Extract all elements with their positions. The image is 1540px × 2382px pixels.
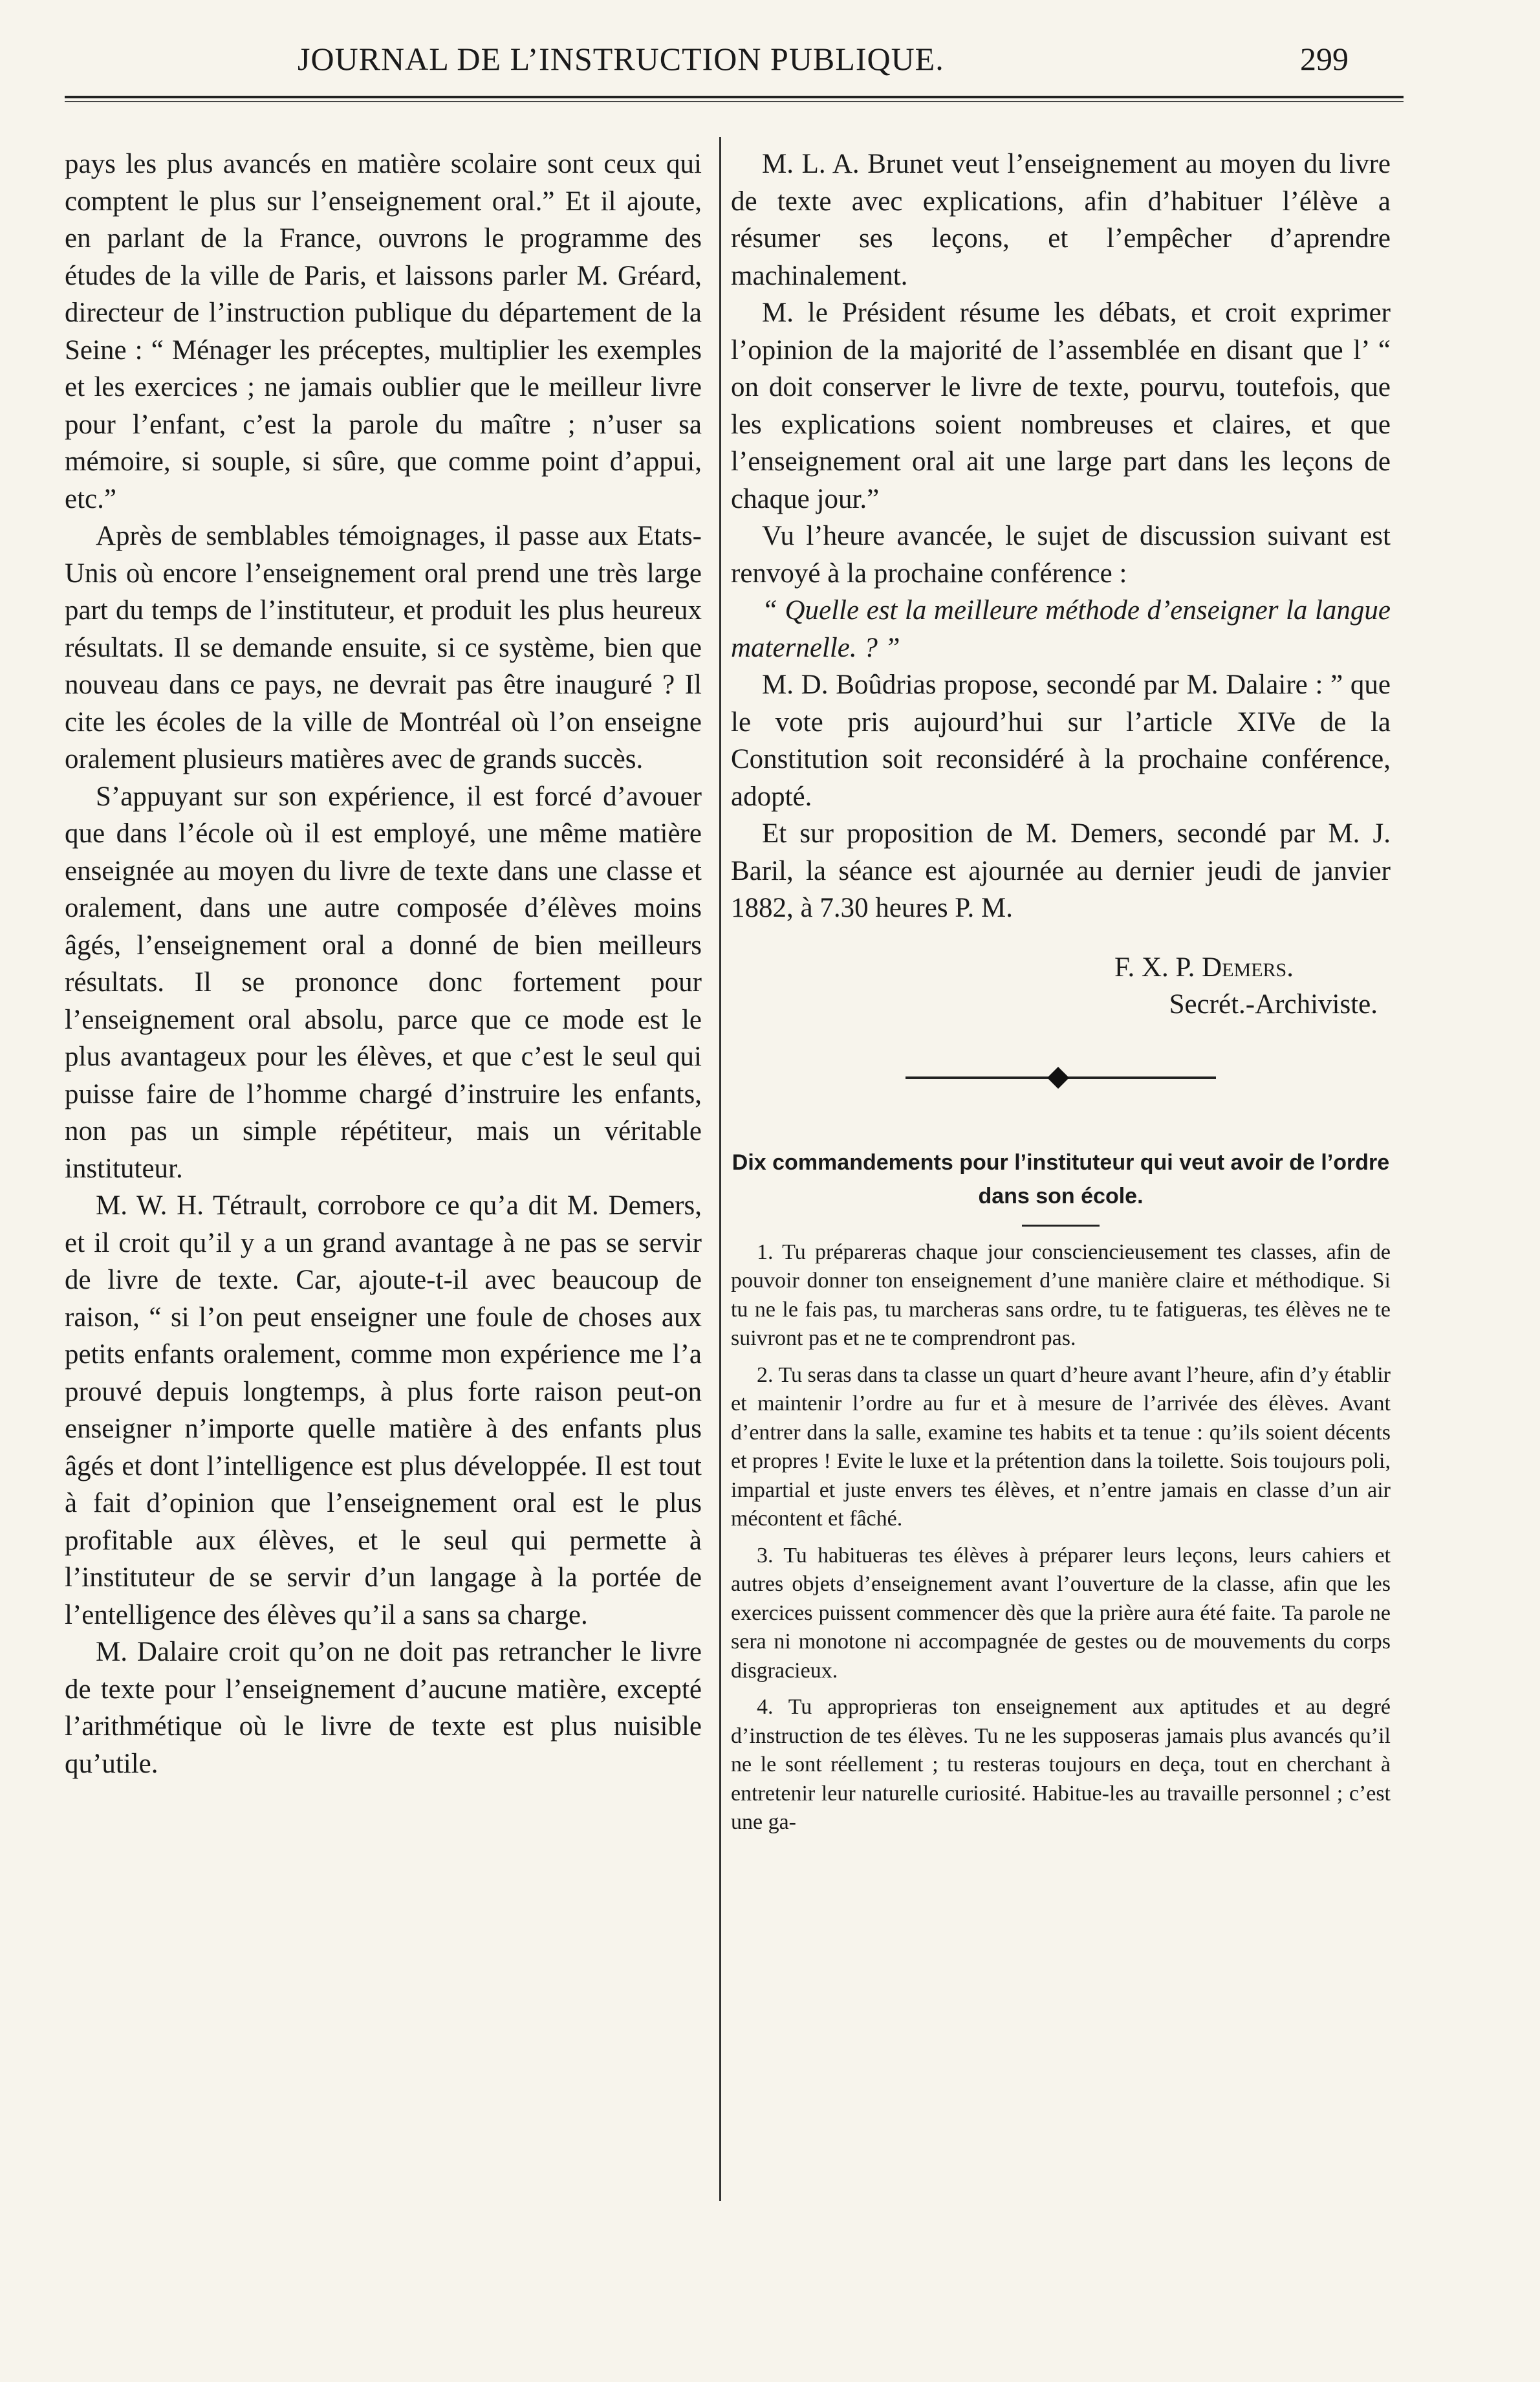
left-paragraph-2: Après de semblables témoignages, il passe aux Etats-Unis où encore l’enseignement oral prend une très large part du temps de l’instituteur, et produit les plus heureux résultats. Il se demande ensuite, si ce système, bien que nouveau dans ce pays, ne devrait pas être inauguré ? Il cite les écoles de la ville de Montréal où l’on enseigne oralement plusieurs matières avec de grands succès. (65, 521, 702, 774)
right-paragraph-5: M. D. Boûdrias propose, secondé par M. Dalaire : ” que le vote pris aujourd’hui sur l’article XIVe de la Constitution soit reconsidéré à la prochaine conférence, adopté. (731, 670, 1391, 812)
header-rule (65, 96, 1404, 98)
signature-role: Secrét.-Archiviste. (1169, 989, 1378, 1020)
right-paragraph-3: Vu l’heure avancée, le sujet de discussion suivant est renvoyé à la prochaine conférence : (731, 521, 1391, 589)
commandment-3: 3. Tu habitueras tes élèves à préparer leurs leçons, leurs cahiers et autres objets d’enseignement avant l’ouverture de la classe, afin que les exercices puissent commencer dès que la prière aura été faite. Ta parole ne sera ni monotone ni accompagnée de gestes ou de mouvements du corps disgracieux. (731, 1543, 1391, 1683)
commandment-2: 2. Tu seras dans ta classe un quart d’heure avant l’heure, afin d’y établir et maintenir l’ordre au fur et à mesure de l’arrivée des élèves. Avant d’entrer dans la salle, examine tes habits et ta tenue : qu’ils soient décents et propres ! Evite le luxe et la prétention dans la toilette. Sois toujours poli, impartial et juste envers tes élèves, et n’entre jamais en classe d’un air mécontent et fâché. (731, 1362, 1391, 1531)
left-paragraph-1: pays les plus avancés en matière scolaire sont ceux qui comptent le plus sur l’enseignement oral.” Et il ajoute, en parlant de la France, ouvrons le programme des études de la ville de Paris, et laissons parler M. Gréard, directeur de l’instruction publique du département de la Seine : “ Ménager les préceptes, multiplier les exemples et les exercices ; ne jamais oublier que le meilleur livre pour l’enfant, c’est la parole du maître ; n’user sa mémoire, si souple, si sûre, que comme point d’appui, etc.” (65, 149, 702, 514)
commandment-1: 1. Tu prépareras chaque jour consciencieusement tes classes, afin de pouvoir donner ton enseignement d’une manière claire et méthodique. Si tu ne le fais pas, tu marcheras sans ordre, tu te fatigueras, tes élèves ne te suivront pas et ne te comprendront pas. (731, 1240, 1391, 1350)
left-column (65, 146, 702, 1782)
left-paragraph-5: M. Dalaire croit qu’on ne doit pas retrancher le livre de texte pour l’enseignement d’aucune matière, excepté l’arithmétique où le livre de texte est plus nuisible qu’utile. (65, 1637, 702, 1779)
commandment-4: 4. Tu approprieras ton enseignement aux aptitudes et au degré d’instruction de tes élèves. Tu ne les supposeras jamais plus avancés qu’il ne le sont réellement ; tu resteras toujours en deça, tout en cherchant à entretenir leur naturelle curiosité. Habitue-les au travaille personnel ; c’est une ga- (731, 1695, 1391, 1834)
left-paragraph-4: M. W. H. Tétrault, corrobore ce qu’a dit M. Demers, et il croit qu’il y a un grand avantage à ne pas se servir de livre de texte. Car, ajoute-t-il avec beaucoup de raison, “ si l’on peut enseigner une foule de choses aux petits enfants oralement, comme mon expérience me l’a prouvé depuis longtemps, à plus forte raison peut-on enseigner n’importe quelle matière à des enfants plus âgés et dont l’intelligence est plus développée. Il est tout à fait d’opinion que l’enseignement oral est le plus profitable aux élèves, et le seul qui permette à l’instituteur de se servir d’un langage à la portée de l’entelligence des élèves qu’il a sans sa charge. (65, 1190, 702, 1630)
right-paragraph-1: M. L. A. Brunet veut l’enseignement au moyen du livre de texte avec explications, afin d’habituer l’élève a résumer ses leçons, et l’empêcher d’aprendre machinalement. (731, 149, 1391, 291)
section-ornament (731, 1055, 1391, 1100)
section-title: Dix commandements pour l’instituteur qui veut avoir de l’ordre dans son école. (732, 1150, 1390, 1208)
ornament-diamond-icon (1047, 1067, 1069, 1089)
right-paragraph-4: “ Quelle est la meilleure méthode d’enseigner la langue maternelle. ? ” (731, 595, 1391, 663)
left-paragraph-3: S’appuyant sur son expérience, il est forcé d’avouer que dans l’école où il est employé, une même matière enseignée au moyen du livre de texte dans une classe et oralement, dans une autre composée d’élèves moins âgés, l’enseignement oral a donné de bien meilleurs résultats. Il se prononce donc fortement pour l’enseignement oral absolu, parce que ce mode est le plus avantageux pour les élèves, et que c’est le seul qui puisse faire de l’homme chargé d’instruire les enfants, non pas un simple répétiteur, mais un véritable instituteur. (65, 781, 702, 1184)
right-paragraph-2: M. le Président résume les débats, et croit exprimer l’opinion de la majorité de l’assemblée en disant que l’ “ on doit conserver le livre de texte, pourvu, toutefois, que les explications soient nombreuses et claires, et que l’enseignement oral ait une large part dans les leçons de chaque jour.” (731, 298, 1391, 514)
header-rule-thin (65, 101, 1404, 102)
page-title: JOURNAL DE L’INSTRUCTION PUBLIQUE. (298, 41, 944, 77)
right-paragraph-6: Et sur proposition de M. Demers, secondé par M. J. Baril, la séance est ajournée au dernier jeudi de janvier 1882, à 7.30 heures P. M. (731, 818, 1391, 923)
right-column (731, 146, 1391, 1837)
signature-name: F. X. P. Demers. (1114, 952, 1294, 983)
page-number: 299 (1300, 41, 1349, 77)
column-divider (719, 137, 721, 2201)
section-rule (1022, 1225, 1100, 1227)
